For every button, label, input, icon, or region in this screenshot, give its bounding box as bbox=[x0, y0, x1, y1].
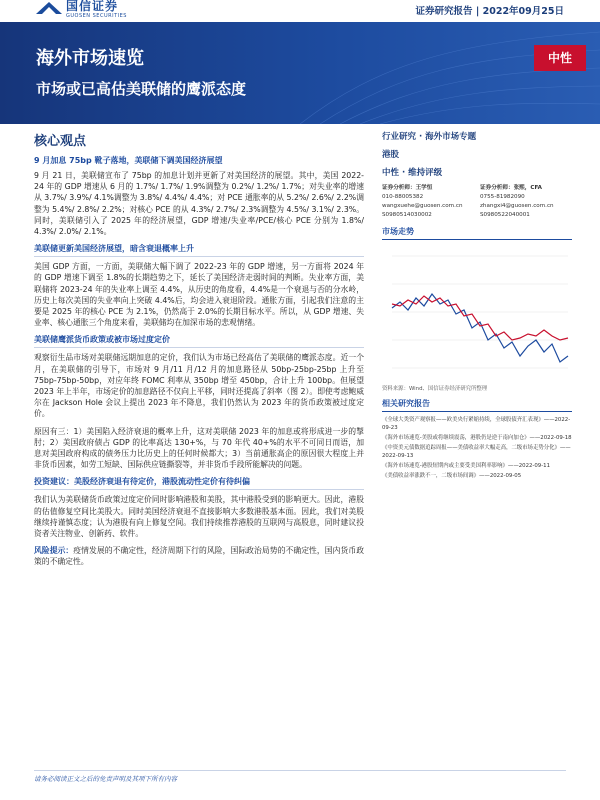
related-item[interactable]: 《中资美元债数据追踪周报——美债收益率大幅走高，二级市场走势分化》——2022-09-13 bbox=[382, 445, 571, 459]
analyst-phone: 010-88005382 bbox=[382, 194, 424, 200]
chart-title: 市场走势 bbox=[382, 226, 572, 240]
report-subtitle: 市场或已高估美联储的鹰派态度 bbox=[36, 80, 247, 98]
sidebar bbox=[382, 130, 572, 482]
related-item[interactable]: 《美债收益率涨跌不一，二级市场间调》——2022-09-05 bbox=[382, 473, 522, 479]
paragraph: 9 月 21 日，美联储宣布了 75bp 的加息计划并更新了对美国经济的展望。其中，美国 2022-24 年的 GDP 增速从 6 月的 1.7%/ 1.7%/ 1.9%调整为 0.2%/ 1.2%/ 1.7%；对失业率的增速从 3.7%/ 3.9%/ 4.1%调整为 3.8%/ 4.4%/ 4.4%；对 PCE 通胀率的从 5.2%/ 2.6%/ 2.2%调整为 5.4%/ 2.8%/ 2.2%；对核心 PCE 的从 4.3%/ 2.7%/ 2.3%调整为 4.5%/ 3.1%/ 2.3%。同时，美联储引入了 2025 年的经济展望，GDP 增速/失业率/PCE/核心 PCE 分别为 1.8%/ 4.3%/ 2.0%/ 2.1%。 bbox=[34, 171, 364, 237]
related-item[interactable]: 《海外市场速览-港股短期内或主要受美国利率影响》——2022-09-11 bbox=[382, 463, 551, 469]
analyst-list bbox=[382, 184, 572, 220]
paragraph: 原因有三：1）美国陷入经济衰退的概率上升，这对美联储 2023 年的加息或将形成进一步的掣肘；2）美国政府债占 GDP 的比率高达 130+%，与 70 年代 40+%的水平不可同日而语，加息对美国政府构成的债务压力比历史上的任何时候都大；3）当前通胀高企的原因很大程度上并非货币因素，如劳工短缺、国际供应链撕裂等，并非货币手段所能解决的问题。 bbox=[34, 426, 364, 470]
block-heading: 美联储鹰派货币政策或被市场过度定价 bbox=[34, 334, 364, 348]
risk-notice bbox=[34, 545, 364, 567]
risk-label: 风险提示： bbox=[34, 546, 74, 556]
analyst-name: 证券分析师：王学恒 bbox=[382, 185, 433, 191]
chart-source: 资料来源：Wind、国信证券经济研究所整理 bbox=[382, 386, 488, 392]
main-content bbox=[34, 130, 364, 574]
analyst-email: zhangxi4@guosen.com.cn bbox=[480, 203, 554, 209]
banner-decoration bbox=[0, 22, 600, 124]
paragraph: 我们认为美联储货币政策过度定价同时影响港股和美股，其中港股受到的影响更大。因此，港股的估值修复空间比美股大。同时美国经济衰退不直接影响大多数港股基本面。因此，我们对美股继续持谨慎态度；认为港股有向上修复空间。我们持续推荐港股的互联网与高股息，同时建议投资者关注物业、创新药、软件。 bbox=[34, 495, 364, 539]
chart-svg bbox=[382, 244, 572, 382]
paragraph: 美国 GDP 方面，一方面，美联储大幅下调了 2022-23 年的 GDP 增速，另一方面将 2024 年的 GDP 增速下调至 1.8%的长期趋势之下，延长了美国经济走弱时间的判断。失业率方面，美联储将 2023-24 年的失业率上调至 4.4%，从历史的角度看，4.4%是一个衰退与否的分水岭，历史上每次美国的失业率向上突破 4.4%后，均会进入衰退阶段。通胀方面，引起我们注意的主要是 2025 年的核心 PCE 为 2.1%，仍然高于 2.0%的长期目标水平。所以，从 GDP 增速、失业率、核心通胀三个角度来看，美联储均在加深市场的悲观情绪。 bbox=[34, 262, 364, 328]
related-list bbox=[382, 416, 572, 480]
logo-subtext: GUOSEN SECURITIES bbox=[66, 13, 127, 19]
market-label: 港股 bbox=[382, 150, 400, 160]
risk-text: 疫情发展的不确定性，经济周期下行的风险，国际政治局势的不确定性，国内货币政策的不确定性。 bbox=[34, 546, 364, 567]
related-item[interactable]: 《海外市场速览-美股或将继续震荡，港股仍是逆于南向加仓》——2022-09-18 bbox=[382, 435, 572, 441]
logo-icon bbox=[36, 0, 62, 14]
logo-text: 国信证券 bbox=[66, 0, 119, 13]
related-title: 相关研究报告 bbox=[382, 398, 572, 412]
rating-label: 中性 · 维持评级 bbox=[382, 168, 443, 178]
analyst-card bbox=[382, 184, 474, 220]
market-trend-chart bbox=[382, 244, 572, 382]
analyst-cert: S0980522040001 bbox=[480, 212, 530, 218]
industry-label: 行业研究 · 海外市场专题 bbox=[382, 132, 477, 142]
related-item[interactable]: 《全球大类资产观察报——欧美央行紧缩持续，全球股债齐汇表现》——2022-09-23 bbox=[382, 417, 571, 431]
title-banner bbox=[0, 22, 600, 124]
series-line-red bbox=[392, 296, 568, 340]
block-heading: 美联储更新美国经济展望，暗含衰退概率上升 bbox=[34, 243, 364, 257]
top-bar bbox=[0, 0, 600, 22]
paragraph: 观察衍生品市场对美联储远期加息的定价，我们认为市场已经高估了美联储的鹰派态度。近一个月，在美联储的引导下，市场对 9 月/11 月/12 月的加息路径从 50bp-25bp-25bp 上升至 75bp-75bp-50bp，对应年终 FOMC 利率从 350bp 增至 450bp，合计上升 100bp。但展望 2023 年上半年，市场定价的加息路径不仅向上平移，同时还提高了斜率（图 2）。即使考虑鲍威尔在 Jackson Hole 会议上提出 2023 年不降息，我们仍然认为 2023 年的货币政策被过度定价。 bbox=[34, 353, 364, 419]
block-heading: 投资建议：美股经济衰退有待定价，港股流动性定价有待纠偏 bbox=[34, 476, 364, 490]
disclaimer-footer: 请务必阅读正文之后的免责声明及其项下所有内容 bbox=[34, 770, 566, 783]
rating-badge: 中性 bbox=[534, 45, 586, 71]
block-heading: 9 月加息 75bp 靴子落地，美联储下调美国经济展望 bbox=[34, 156, 223, 165]
logo bbox=[36, 0, 146, 22]
report-title: 海外市场速览 bbox=[36, 48, 144, 69]
analyst-name: 证券分析师：张熙，CFA bbox=[480, 185, 542, 191]
analyst-cert: S0980514030002 bbox=[382, 212, 432, 218]
section-title: 核心观点 bbox=[34, 134, 87, 149]
report-tag: 证券研究报告 | 2022年09月25日 bbox=[415, 6, 564, 17]
analyst-phone: 0755-81982090 bbox=[480, 194, 525, 200]
series-line-blue bbox=[392, 294, 568, 362]
analyst-email: wangxuehe@guosen.com.cn bbox=[382, 203, 463, 209]
analyst-card bbox=[480, 184, 572, 220]
